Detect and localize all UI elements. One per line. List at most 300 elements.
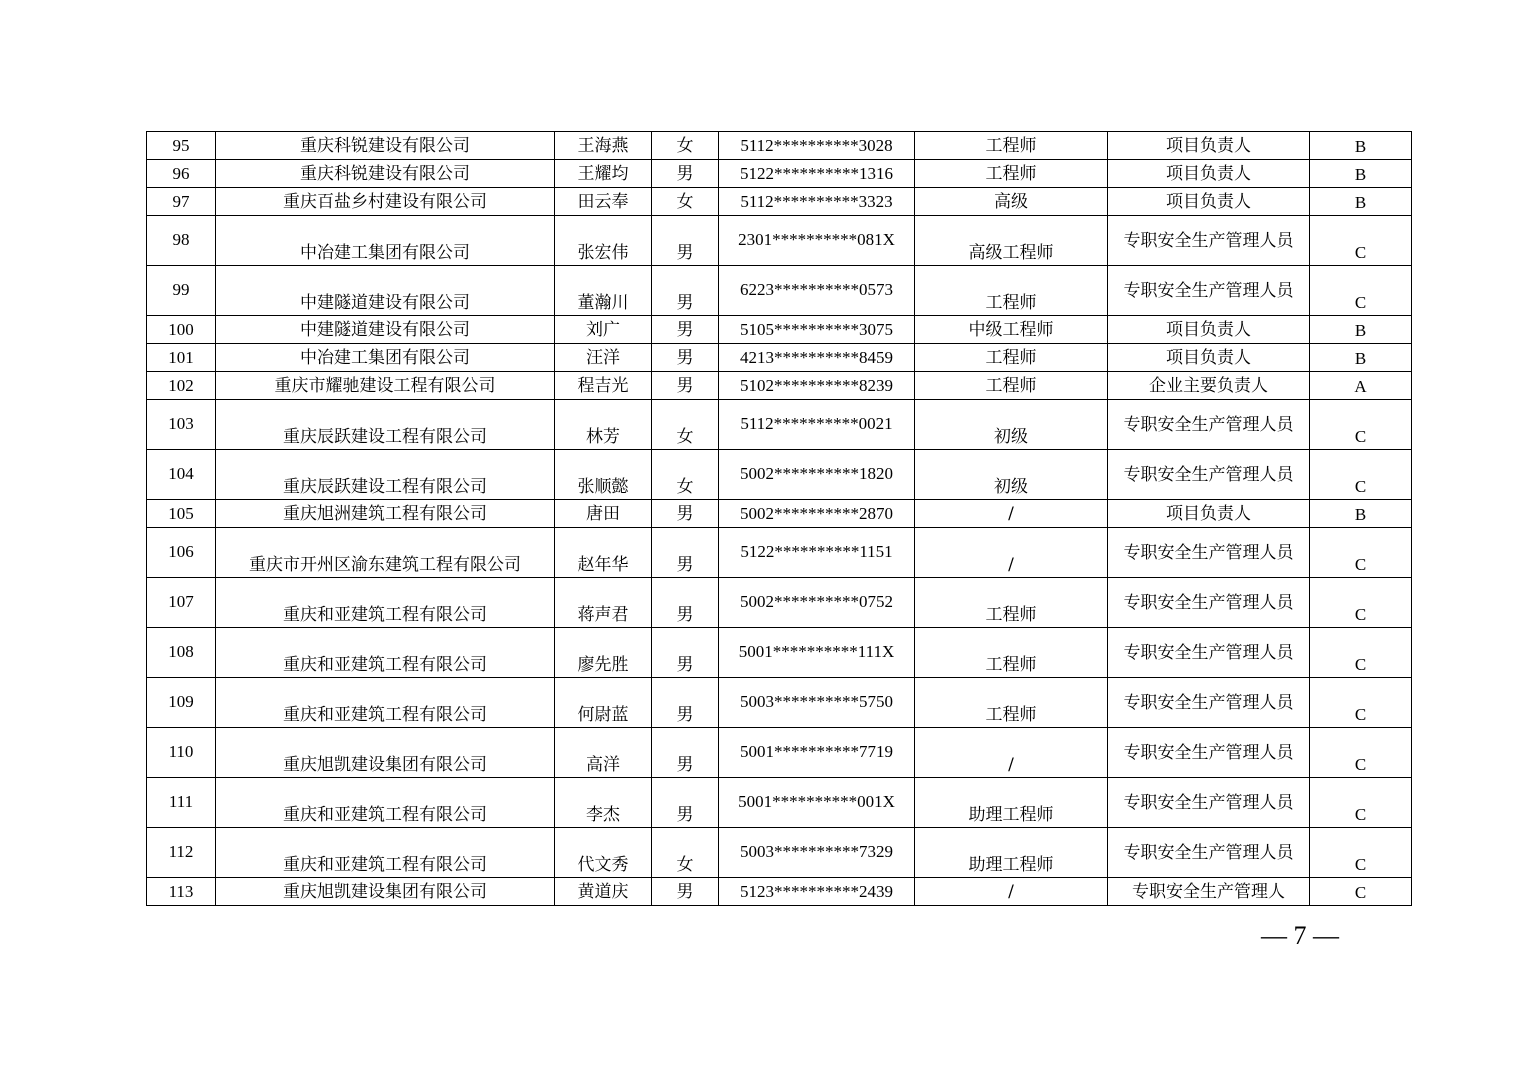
person-name-cell [555, 160, 652, 188]
row-number-cell [147, 266, 216, 316]
professional-title-cell [915, 316, 1108, 344]
gender-cell [652, 372, 719, 400]
certificate-grade-cell [1310, 628, 1412, 678]
position-type: 项目负责人 [1166, 135, 1251, 156]
professional-title: 工程师 [985, 163, 1037, 184]
company-name: 重庆百盐乡村建设有限公司 [283, 191, 487, 212]
professional-title: 工程师 [985, 135, 1037, 156]
person-name: 代文秀 [577, 855, 629, 875]
id-number: 5112**********0021 [740, 414, 893, 433]
id-number: 5003**********5750 [740, 692, 893, 711]
professional-title-cell [915, 132, 1108, 160]
gender-cell [652, 400, 719, 450]
person-name: 廖先胜 [577, 655, 629, 675]
company-name-cell [216, 316, 555, 344]
professional-title: 助理工程师 [968, 805, 1054, 825]
row-number-cell [147, 678, 216, 728]
position-type-cell [1108, 628, 1310, 678]
certificate-grade: C [1354, 605, 1367, 624]
certificate-grade: A [1354, 377, 1367, 396]
id-number: 5002**********1820 [740, 464, 893, 483]
certificate-grade: C [1354, 755, 1367, 774]
id-number: 5002**********0752 [740, 592, 893, 611]
person-name: 何尉蓝 [577, 705, 629, 725]
id-number-cell [719, 372, 915, 400]
row-number: 97 [172, 191, 190, 211]
gender-cell [652, 500, 719, 528]
row-number-cell [147, 450, 216, 500]
gender: 女 [676, 855, 694, 875]
gender-cell [652, 344, 719, 372]
certificate-grade-cell [1310, 500, 1412, 528]
company-name: 中建隧道建设有限公司 [300, 293, 470, 313]
position-type-cell [1108, 316, 1310, 344]
row-number: 96 [172, 163, 190, 183]
certificate-grade: C [1354, 555, 1367, 574]
company-name: 重庆和亚建筑工程有限公司 [283, 805, 487, 825]
company-name-cell [216, 188, 555, 216]
position-type-cell [1108, 828, 1310, 878]
gender-cell [652, 778, 719, 828]
row-number-cell [147, 216, 216, 266]
row-number: 106 [168, 542, 194, 561]
company-name-cell [216, 372, 555, 400]
id-number-cell [719, 878, 915, 906]
table-row [147, 578, 1412, 628]
company-name: 重庆旭洲建筑工程有限公司 [283, 503, 487, 524]
company-name-cell [216, 728, 555, 778]
id-number: 2301**********081X [738, 230, 895, 249]
table-row [147, 828, 1412, 878]
id-number-cell [719, 400, 915, 450]
row-number: 111 [168, 792, 194, 811]
person-name-cell [555, 400, 652, 450]
table-row [147, 316, 1412, 344]
person-name-cell [555, 728, 652, 778]
person-name-cell [555, 828, 652, 878]
person-name: 赵年华 [577, 555, 629, 575]
position-type: 企业主要负责人 [1149, 375, 1268, 396]
professional-title: 高级 [994, 191, 1028, 212]
person-name-cell [555, 500, 652, 528]
position-type: 专职安全生产管理人员 [1123, 592, 1294, 613]
gender: 男 [676, 755, 694, 775]
person-name-cell [555, 450, 652, 500]
position-type: 专职安全生产管理人员 [1123, 464, 1294, 485]
professional-title-cell [915, 528, 1108, 578]
position-type-cell [1108, 132, 1310, 160]
professional-title-cell [915, 400, 1108, 450]
table-row [147, 528, 1412, 578]
gender: 女 [676, 191, 694, 212]
person-name-cell [555, 316, 652, 344]
position-type: 专职安全生产管理人员 [1123, 742, 1294, 763]
company-name-cell [216, 878, 555, 906]
position-type: 专职安全生产管理人员 [1123, 842, 1294, 863]
gender: 男 [676, 605, 694, 625]
company-name: 重庆市开州区渝东建筑工程有限公司 [249, 555, 521, 575]
id-number-cell [719, 344, 915, 372]
records-body [147, 132, 1412, 906]
id-number-cell [719, 132, 915, 160]
company-name-cell [216, 344, 555, 372]
position-type: 专职安全生产管理人员 [1123, 792, 1294, 813]
professional-title-cell [915, 878, 1108, 906]
person-name-cell [555, 678, 652, 728]
row-number: 108 [168, 642, 194, 661]
table-row [147, 878, 1412, 906]
row-number: 113 [168, 881, 194, 901]
company-name-cell [216, 628, 555, 678]
person-name-cell [555, 216, 652, 266]
certificate-grade-cell [1310, 188, 1412, 216]
table-row [147, 372, 1412, 400]
professional-title: 工程师 [985, 605, 1037, 625]
professional-title-cell [915, 266, 1108, 316]
id-number-cell [719, 160, 915, 188]
company-name-cell [216, 828, 555, 878]
certificate-grade-cell [1310, 266, 1412, 316]
row-number-cell [147, 372, 216, 400]
certificate-grade: C [1354, 855, 1367, 874]
company-name-cell [216, 500, 555, 528]
person-name-cell [555, 528, 652, 578]
id-number: 5001**********001X [738, 792, 895, 811]
person-name-cell [555, 372, 652, 400]
row-number-cell [147, 500, 216, 528]
company-name: 重庆和亚建筑工程有限公司 [283, 855, 487, 875]
person-name: 李杰 [586, 805, 620, 825]
company-name: 重庆科锐建设有限公司 [300, 163, 470, 184]
row-number-cell [147, 400, 216, 450]
id-number-cell [719, 316, 915, 344]
row-number: 98 [172, 230, 190, 249]
gender: 男 [676, 805, 694, 825]
professional-title-cell [915, 188, 1108, 216]
row-number: 105 [168, 503, 194, 523]
certificate-grade: C [1354, 427, 1367, 446]
professional-title: 中级工程师 [968, 319, 1054, 340]
company-name-cell [216, 528, 555, 578]
records-table [146, 131, 1412, 906]
certificate-grade-cell [1310, 728, 1412, 778]
position-type-cell [1108, 372, 1310, 400]
row-number-cell [147, 188, 216, 216]
table-row [147, 160, 1412, 188]
gender-cell [652, 828, 719, 878]
id-number-cell [719, 528, 915, 578]
id-number: 5123**********2439 [740, 881, 893, 901]
person-name: 程吉光 [577, 375, 629, 396]
gender: 男 [676, 163, 694, 184]
id-number-cell [719, 678, 915, 728]
professional-title-cell [915, 728, 1108, 778]
person-name: 高洋 [586, 755, 620, 775]
position-type-cell [1108, 450, 1310, 500]
person-name-cell [555, 778, 652, 828]
position-type-cell [1108, 216, 1310, 266]
person-name-cell [555, 628, 652, 678]
row-number: 101 [168, 347, 194, 367]
gender-cell [652, 316, 719, 344]
row-number-cell [147, 316, 216, 344]
gender-cell [652, 450, 719, 500]
company-name-cell [216, 578, 555, 628]
gender: 男 [676, 555, 694, 575]
id-number-cell [719, 778, 915, 828]
professional-title-cell [915, 828, 1108, 878]
certificate-grade: B [1354, 321, 1367, 340]
professional-title-cell [915, 778, 1108, 828]
position-type: 项目负责人 [1166, 319, 1251, 340]
certificate-grade: B [1354, 505, 1367, 524]
id-number: 5003**********7329 [740, 842, 893, 861]
table-row [147, 188, 1412, 216]
id-number-cell [719, 828, 915, 878]
table-row [147, 728, 1412, 778]
gender-cell [652, 266, 719, 316]
table-row [147, 400, 1412, 450]
row-number-cell [147, 528, 216, 578]
company-name-cell [216, 266, 555, 316]
position-type-cell [1108, 160, 1310, 188]
person-name: 张顺懿 [577, 477, 629, 497]
id-number-cell [719, 188, 915, 216]
certificate-grade: C [1354, 477, 1367, 496]
position-type-cell [1108, 188, 1310, 216]
gender: 男 [676, 319, 694, 340]
gender: 男 [676, 705, 694, 725]
person-name-cell [555, 188, 652, 216]
certificate-grade-cell [1310, 778, 1412, 828]
certificate-grade-cell [1310, 678, 1412, 728]
id-number: 5112**********3323 [740, 191, 893, 211]
company-name: 中冶建工集团有限公司 [300, 243, 470, 263]
certificate-grade: B [1354, 349, 1367, 368]
professional-title: 工程师 [985, 293, 1037, 313]
row-number: 95 [172, 135, 190, 155]
row-number-cell [147, 878, 216, 906]
position-type: 项目负责人 [1166, 191, 1251, 212]
gender: 女 [676, 477, 694, 497]
gender: 男 [676, 243, 694, 263]
professional-title-cell [915, 160, 1108, 188]
gender: 男 [676, 375, 694, 396]
row-number: 103 [168, 414, 194, 433]
row-number-cell [147, 160, 216, 188]
company-name-cell [216, 400, 555, 450]
certificate-grade-cell [1310, 160, 1412, 188]
professional-title: 工程师 [985, 705, 1037, 725]
company-name-cell [216, 160, 555, 188]
company-name: 中冶建工集团有限公司 [300, 347, 470, 368]
page-number: — 7 — [1261, 921, 1339, 950]
professional-title: / [1008, 555, 1014, 575]
id-number: 5122**********1151 [740, 542, 893, 561]
row-number: 104 [168, 464, 194, 483]
person-name: 王海燕 [577, 135, 629, 156]
professional-title-cell [915, 678, 1108, 728]
gender-cell [652, 628, 719, 678]
id-number-cell [719, 728, 915, 778]
table-row [147, 678, 1412, 728]
certificate-grade: C [1354, 705, 1367, 724]
id-number: 5105**********3075 [740, 319, 893, 339]
professional-title: 助理工程师 [968, 855, 1054, 875]
certificate-grade-cell [1310, 316, 1412, 344]
row-number: 100 [168, 319, 194, 339]
id-number: 4213**********8459 [740, 347, 893, 367]
certificate-grade-cell [1310, 132, 1412, 160]
id-number: 5122**********1316 [740, 163, 893, 183]
professional-title-cell [915, 628, 1108, 678]
certificate-grade-cell [1310, 828, 1412, 878]
position-type: 专职安全生产管理人 [1132, 881, 1285, 902]
company-name: 重庆辰跃建设工程有限公司 [283, 477, 487, 497]
gender-cell [652, 678, 719, 728]
position-type-cell [1108, 778, 1310, 828]
certificate-grade: B [1354, 137, 1367, 156]
position-type-cell [1108, 678, 1310, 728]
person-name: 张宏伟 [577, 243, 629, 263]
id-number-cell [719, 578, 915, 628]
gender-cell [652, 878, 719, 906]
gender: 男 [676, 881, 694, 902]
certificate-grade-cell [1310, 450, 1412, 500]
person-name-cell [555, 578, 652, 628]
row-number: 109 [168, 692, 194, 711]
gender: 女 [676, 427, 694, 447]
position-type-cell [1108, 400, 1310, 450]
id-number: 5001**********111X [738, 642, 895, 661]
gender-cell [652, 578, 719, 628]
id-number: 5112**********3028 [740, 135, 893, 155]
position-type: 专职安全生产管理人员 [1123, 542, 1294, 563]
row-number: 112 [168, 842, 194, 861]
company-name-cell [216, 678, 555, 728]
certificate-grade: C [1354, 805, 1367, 824]
gender-cell [652, 160, 719, 188]
professional-title: 初级 [994, 427, 1028, 447]
table-row [147, 132, 1412, 160]
professional-title: / [1008, 503, 1014, 524]
certificate-grade-cell [1310, 528, 1412, 578]
professional-title-cell [915, 344, 1108, 372]
company-name: 重庆科锐建设有限公司 [300, 135, 470, 156]
professional-title-cell [915, 216, 1108, 266]
professional-title-cell [915, 578, 1108, 628]
position-type: 专职安全生产管理人员 [1123, 642, 1294, 663]
professional-title: 初级 [994, 477, 1028, 497]
certificate-grade: B [1354, 165, 1367, 184]
certificate-grade-cell [1310, 372, 1412, 400]
certificate-grade: C [1354, 243, 1367, 262]
person-name-cell [555, 344, 652, 372]
position-type-cell [1108, 528, 1310, 578]
row-number-cell [147, 728, 216, 778]
professional-title: / [1008, 881, 1014, 902]
table-row [147, 344, 1412, 372]
gender: 男 [676, 347, 694, 368]
row-number-cell [147, 778, 216, 828]
table-row [147, 266, 1412, 316]
company-name: 重庆和亚建筑工程有限公司 [283, 705, 487, 725]
company-name-cell [216, 132, 555, 160]
company-name: 重庆旭凯建设集团有限公司 [283, 881, 487, 902]
id-number: 6223**********0573 [740, 280, 893, 299]
row-number-cell [147, 344, 216, 372]
position-type-cell [1108, 500, 1310, 528]
row-number-cell [147, 578, 216, 628]
certificate-grade-cell [1310, 878, 1412, 906]
professional-title: 工程师 [985, 347, 1037, 368]
certificate-grade-cell [1310, 344, 1412, 372]
position-type: 项目负责人 [1166, 163, 1251, 184]
position-type: 专职安全生产管理人员 [1123, 692, 1294, 713]
row-number-cell [147, 132, 216, 160]
professional-title: 高级工程师 [968, 243, 1054, 263]
person-name: 田云奉 [577, 191, 629, 212]
professional-title-cell [915, 372, 1108, 400]
id-number: 5102**********8239 [740, 375, 893, 395]
person-name: 唐田 [586, 503, 620, 524]
company-name: 中建隧道建设有限公司 [300, 319, 470, 340]
position-type-cell [1108, 728, 1310, 778]
position-type-cell [1108, 578, 1310, 628]
certificate-grade-cell [1310, 578, 1412, 628]
certificate-grade: C [1354, 883, 1367, 902]
professional-title: 工程师 [985, 655, 1037, 675]
id-number-cell [719, 450, 915, 500]
person-name-cell [555, 266, 652, 316]
position-type-cell [1108, 878, 1310, 906]
table-row [147, 216, 1412, 266]
id-number-cell [719, 266, 915, 316]
position-type: 专职安全生产管理人员 [1123, 230, 1294, 251]
person-name: 黄道庆 [577, 881, 629, 902]
company-name: 重庆和亚建筑工程有限公司 [283, 655, 487, 675]
company-name: 重庆和亚建筑工程有限公司 [283, 605, 487, 625]
person-name: 王耀均 [577, 163, 629, 184]
position-type: 项目负责人 [1166, 347, 1251, 368]
gender-cell [652, 528, 719, 578]
table-row [147, 628, 1412, 678]
certificate-grade-cell [1310, 400, 1412, 450]
row-number: 107 [168, 592, 194, 611]
position-type-cell [1108, 344, 1310, 372]
position-type: 专职安全生产管理人员 [1123, 414, 1294, 435]
professional-title: 工程师 [985, 375, 1037, 396]
row-number: 110 [168, 742, 194, 761]
table-row [147, 778, 1412, 828]
id-number-cell [719, 628, 915, 678]
person-name-cell [555, 878, 652, 906]
professional-title: / [1008, 755, 1014, 775]
gender: 男 [676, 655, 694, 675]
company-name: 重庆旭凯建设集团有限公司 [283, 755, 487, 775]
table-row [147, 450, 1412, 500]
company-name-cell [216, 450, 555, 500]
person-name: 刘广 [586, 319, 620, 340]
company-name: 重庆市耀驰建设工程有限公司 [274, 375, 496, 396]
company-name-cell [216, 216, 555, 266]
company-name-cell [216, 778, 555, 828]
row-number: 102 [168, 375, 194, 395]
gender-cell [652, 188, 719, 216]
row-number: 99 [172, 280, 190, 299]
id-number: 5001**********7719 [740, 742, 893, 761]
gender: 女 [676, 135, 694, 156]
